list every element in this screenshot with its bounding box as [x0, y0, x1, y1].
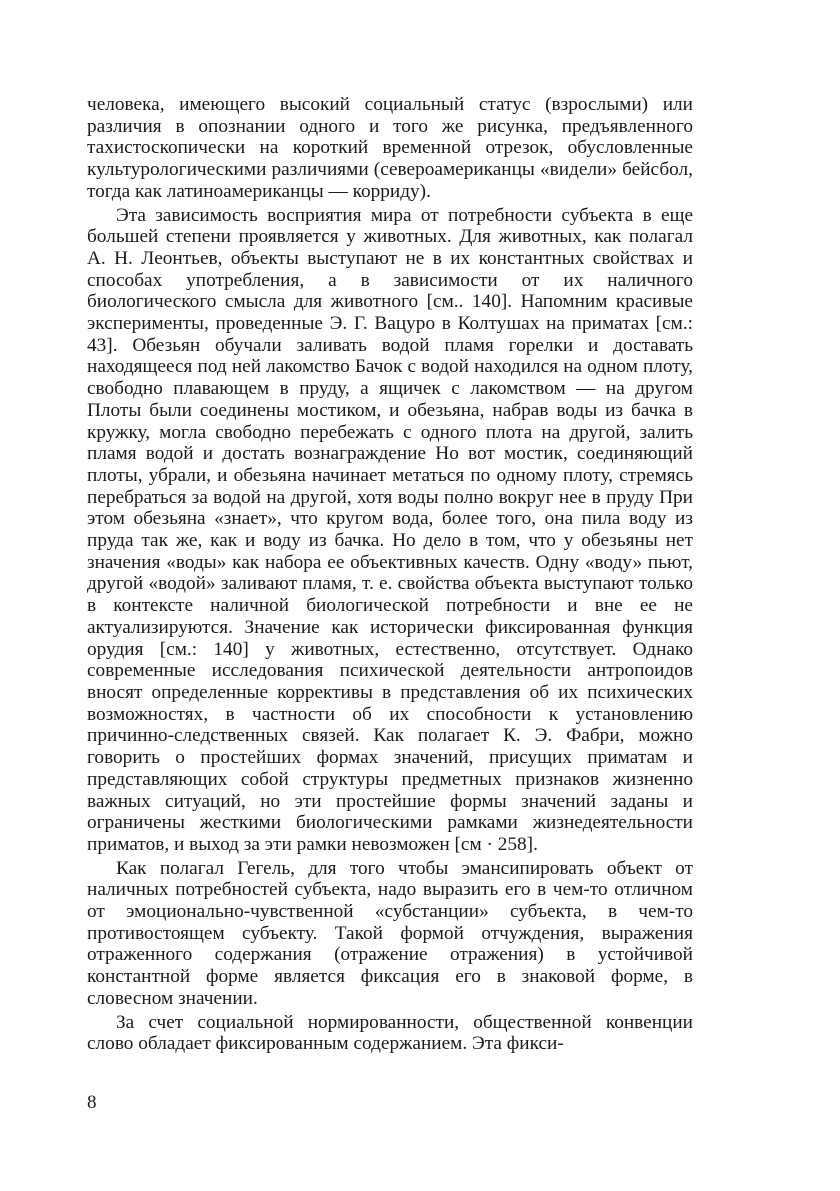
- page-body: [87, 94, 693, 1055]
- paragraph-3: Как полагал Гегель, для того чтобы эмансипировать объект от наличных потребностей субъекта, надо выразить его в чем-то отличном от эмоционально-чувственной «субстанции» субъекта, в чем-то противостоящем субъекту. Такой формой отчуждения, выражения отраженного содержания (отражение отражения) в устойчивой константной форме является фиксация его в знаковой форме, в словесном значении.: [87, 857, 693, 1009]
- paragraph-2: Эта зависимость восприятия мира от потребности субъекта в еще большей степени проявляется у животных. Для животных, как полагал А. Н. Леонтьев, объекты выступают не в их константных свойствах и способах употребления, а в зависимости от их наличного биологического смысла для животного [см.. 140]. Напомним красивые эксперименты, проведенные Э. Г. Вацуро в Колтушах на приматах [см.: 43]. Обезьян обучали заливать водой пламя горелки и доставать находящееся под ней лакомство Бачок с водой находился на одном плоту, свободно плавающем в пруду, а ящичек с лакомством — на другом Плоты были соединены мостиком, и обезьяна, набрав воды из бачка в кружку, могла свободно перебежать с одного плота на другой, залить пламя водой и достать вознаграждение Но вот мостик, соединяющий плоты, убрали, и обезьяна начинает метаться по одному плоту, стремясь перебраться за водой на другой, хотя воды полно вокруг нее в пруду При этом обезьяна «знает», что кругом вода, более того, она пила воду из пруда так же, как и воду из бачка. Но дело в том, что у обезьяны нет значения «воды» как набора ее объективных качеств. Одну «воду» пьют, другой «водой» заливают пламя, т. е. свойства объекта выступают только в контексте наличной биологической потребности и вне ее не актуализируются. Значение как исторически фиксированная функция орудия [см.: 140] у животных, естественно, отсутствует. Однако современные исследования психической деятельности антропоидов вносят определенные коррективы в представления об их психических возможностях, в частности об их способности к установлению причинно-следственных связей. Как полагает К. Э. Фабри, можно говорить о простейших формах значений, присущих приматам и представляющих собой структуры предметных признаков жизненно важных ситуаций, но эти простейшие формы значений заданы и ограничены жесткими биологическими рамками жизнедеятельности приматов, и выход за эти рамки невозможен [см · 258].: [87, 204, 693, 855]
- paragraph-4: За счет социальной нормированности, общественной конвенции слово обладает фиксированным содержанием. Эта фикси-: [87, 1011, 693, 1055]
- page-number: 8: [87, 1092, 97, 1113]
- paragraph-1: человека, имеющего высокий социальный статус (взрослыми) или различия в опознании одного и того же рисунка, предъявленного тахистоскопически на короткий временной отрезок, обусловленные культурологическими различиями (североамериканцы «видели» бейсбол, тогда как латиноамериканцы — корриду).: [87, 94, 693, 202]
